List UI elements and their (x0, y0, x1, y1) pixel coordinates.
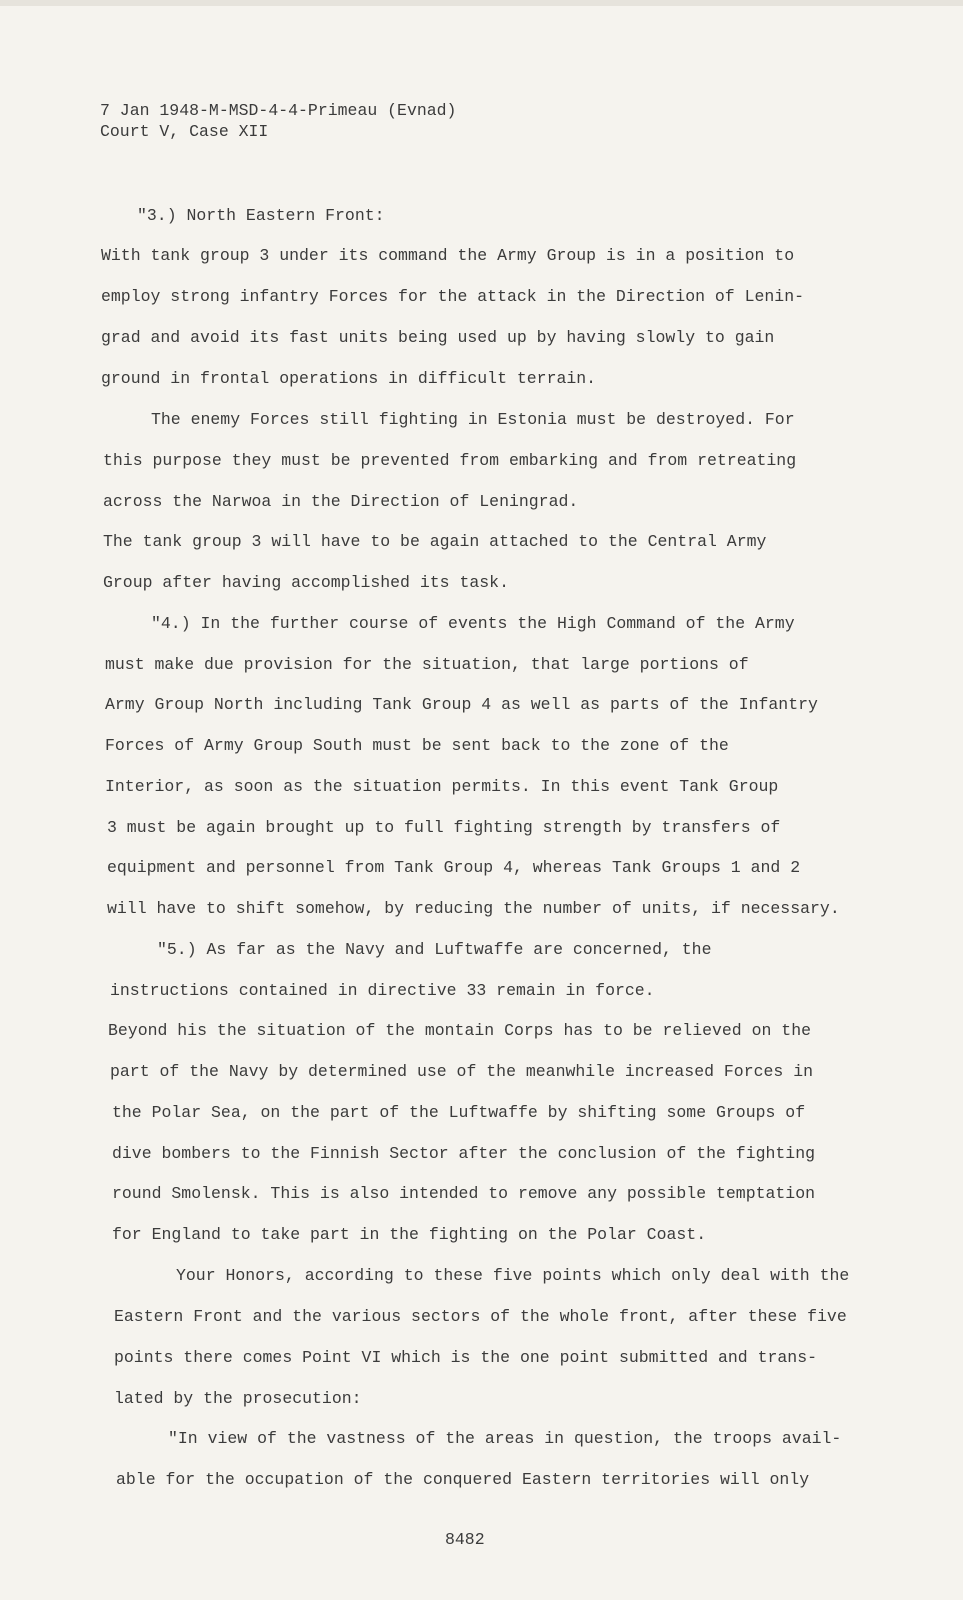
text-line: Forces of Army Group South must be sent back to the zone of the (105, 736, 729, 755)
text-line: employ strong infantry Forces for the attack in the Direction of Lenin- (101, 287, 805, 306)
text-line: equipment and personnel from Tank Group 4, whereas Tank Groups 1 and 2 (107, 858, 801, 877)
text-line: Army Group North including Tank Group 4 as well as parts of the Infantry (105, 695, 818, 714)
text-line: dive bombers to the Finnish Sector after the conclusion of the fighting (112, 1144, 816, 1163)
text-line: "4.) In the further course of events the High Command of the Army (151, 614, 795, 633)
text-line: must make due provision for the situation, that large portions of (105, 655, 749, 674)
text-line: ground in frontal operations in difficult terrain. (101, 369, 597, 388)
text-line: lated by the prosecution: (114, 1389, 362, 1408)
text-line: able for the occupation of the conquered Eastern territories will only (116, 1470, 810, 1489)
text-line: 3 must be again brought up to full fighting strength by transfers of (107, 818, 781, 837)
text-line: will have to shift somehow, by reducing the number of units, if necessary. (107, 899, 840, 918)
text-line: round Smolensk. This is also intended to remove any possible temptation (112, 1184, 816, 1203)
text-line: points there comes Point VI which is the one point submitted and trans- (114, 1348, 818, 1367)
text-line: for England to take part in the fighting on the Polar Coast. (112, 1225, 707, 1244)
text-line: Group after having accomplished its task. (103, 573, 509, 592)
text-line: The enemy Forces still fighting in Estonia must be destroyed. For (151, 410, 795, 429)
text-line: Your Honors, according to these five points which only deal with the (176, 1266, 850, 1285)
header-line-1: 7 Jan 1948-M-MSD-4-4-Primeau (Evnad) (100, 101, 457, 120)
text-line: part of the Navy by determined use of the meanwhile increased Forces in (110, 1062, 814, 1081)
text-line: the Polar Sea, on the part of the Luftwaffe by shifting some Groups of (112, 1103, 806, 1122)
text-line: "3.) North Eastern Front: (137, 206, 385, 225)
page-top-edge (0, 0, 963, 6)
header-line-2: Court V, Case XII (100, 122, 269, 141)
text-line: Eastern Front and the various sectors of the whole front, after these five (114, 1307, 847, 1326)
text-line: grad and avoid its fast units being used up by having slowly to gain (101, 328, 775, 347)
text-line: instructions contained in directive 33 remain in force. (110, 981, 655, 1000)
text-line: "5.) As far as the Navy and Luftwaffe are concerned, the (157, 940, 712, 959)
text-line: "In view of the vastness of the areas in question, the troops avail- (168, 1429, 842, 1448)
text-line: The tank group 3 will have to be again attached to the Central Army (103, 532, 767, 551)
text-line: With tank group 3 under its command the Army Group is in a position to (101, 246, 795, 265)
text-line: across the Narwoa in the Direction of Leningrad. (103, 492, 579, 511)
text-line: Beyond his the situation of the montain Corps has to be relieved on the (108, 1021, 812, 1040)
text-line: Interior, as soon as the situation permits. In this event Tank Group (105, 777, 779, 796)
text-line: this purpose they must be prevented from embarking and from retreating (103, 451, 797, 470)
page-number: 8482 (445, 1530, 485, 1549)
